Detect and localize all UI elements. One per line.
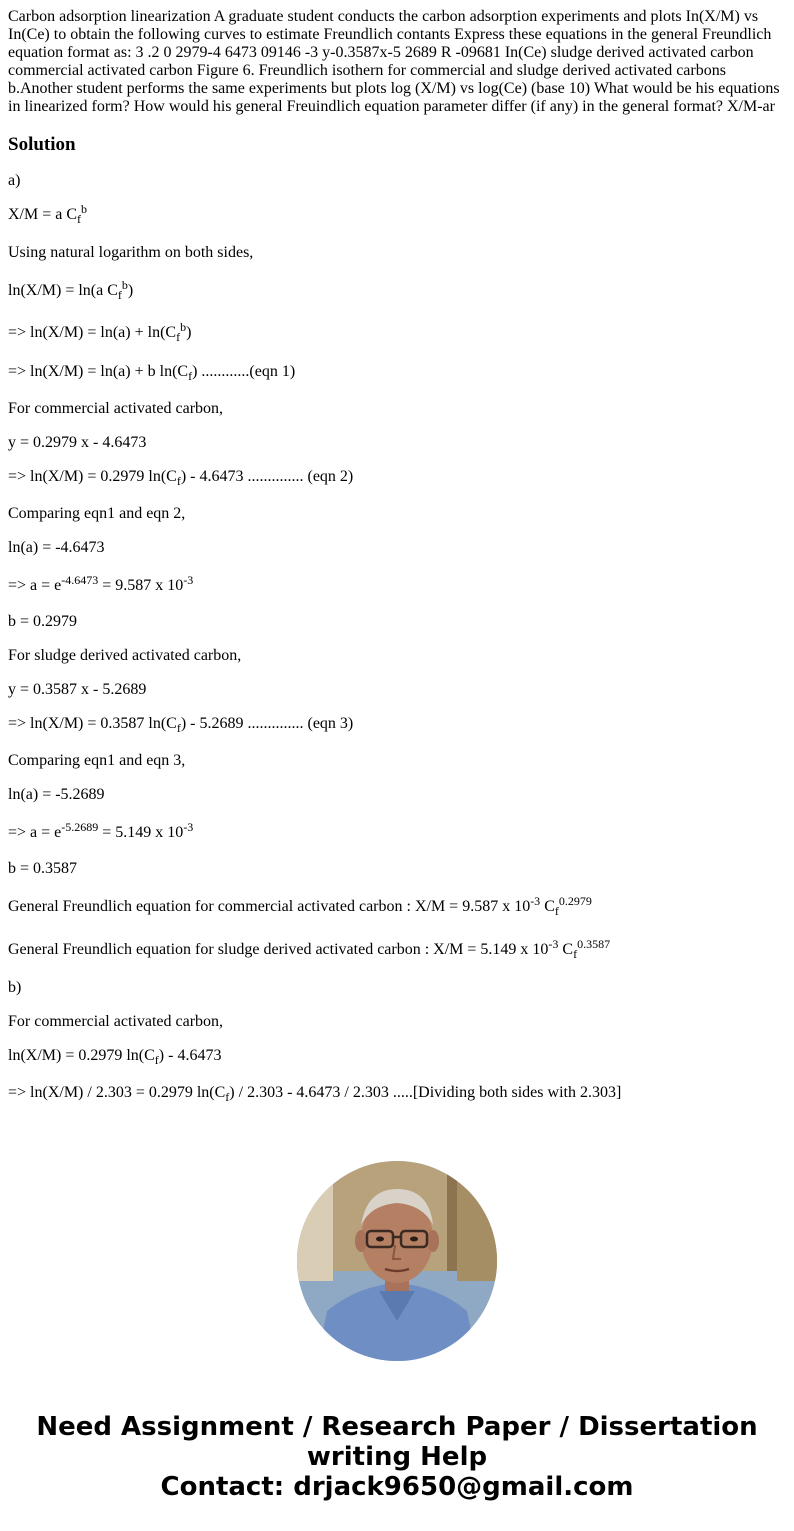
text-line: Comparing eqn1 and eqn 2, [8,505,186,522]
equation-line: ln(X/M) = ln(a $C_f^b$) [8,278,134,302]
equation-line: y = 0.2979 x - 4.6473 [8,434,147,451]
avatar-portrait [297,1161,497,1361]
author-avatar [297,1161,497,1361]
text-line: Using natural logarithm on both sides, [8,244,254,261]
equation-line: b = 0.2979 [8,613,78,630]
equation-line: ln(X/M) = 0.2979 $\ln(C_f) - 4.6473$ [8,1047,222,1067]
part-a-label: a) [8,172,21,189]
text-line: For commercial activated carbon, [8,400,224,417]
equation-line: => $a = e^{-4.6473} = 9.587$ x $10^{-3}$ [8,573,194,594]
part-b-label: b) [8,979,22,996]
text-line: For sludge derived activated carbon, [8,647,242,664]
document-body [0,8,794,1102]
equation-line: X/M = a $C_f^b$ [8,202,88,226]
equation-line: => $\ln(X/M) = \ln(a) + \ln(C_f^b)$ [8,320,192,344]
equation-line: => $a = e^{-5.2689} = 5.149$ x $10^{-3}$ [8,820,194,841]
footer-line-1: Need Assignment / Research Paper / Dissertation [36,1412,758,1442]
equation-line: b = 0.3587 [8,860,78,877]
promo-footer [0,1412,794,1502]
equation-line: General Freundlich equation for sludge derived activated carbon : X/M = 5.149 x $10^{-3}$ $C_f^{0.3587}$ [8,937,611,961]
footer-contact: Contact: drjack9650@gmail.com [160,1472,634,1502]
equation-line: General Freundlich equation for commercial activated carbon : X/M = 9.587 x $10^{-3}$ $C_f^{0.2979}$ [8,894,592,918]
equation-line: => ln(X/M) = 0.3587 $\ln(C_f) - 5.2689$ .............. (eqn 3) [8,715,354,735]
equation-line: => ln(X/M) = 0.2979 $\ln(C_f) - 4.6473$ .............. (eqn 2) [8,468,354,488]
solution-heading: Solution [8,134,76,155]
equation-line: ln(a) = -5.2689 [8,786,105,803]
text-line: For commercial activated carbon, [8,1013,224,1030]
equation-line: ln(a) = -4.6473 [8,539,105,556]
text-line: Comparing eqn1 and eqn 3, [8,752,186,769]
equation-line: => ln(X/M) / 2.303 = 0.2979 $\ln(C_f) / 2.303 - 4.6473 / 2.303$ .....[Dividing both sides with 2.303] [8,1084,622,1104]
question-text: Carbon adsorption linearization A graduate student conducts the carbon adsorption experiments and plots In(X/M) vs In(Ce) to obtain the following curves to estimate Freundlich contants Express these equations in the general Freundlich equation format as: 3 .2 0 2979-4 6473 09146 -3 y-0.3587x-5 2689 R -09681 In(Ce) sludge derived activated carbon commercial activated carbon Figure 6. Freundlich isothern for commercial and sludge derived activated carbons b.Another student performs the same experiments but plots log (X/M) vs log(Ce) (base 10) What would be his equations in linearized form? How would his general Freuindlich equation parameter differ (if any) in the general format? X/M-ar [8,8,780,115]
equation-line: => ln(X/M) = ln(a) + b $\ln(C_f)$ ............(eqn 1) [8,363,296,383]
footer-line-2: writing Help [306,1442,488,1472]
equation-line: y = 0.3587 x - 5.2689 [8,681,147,698]
